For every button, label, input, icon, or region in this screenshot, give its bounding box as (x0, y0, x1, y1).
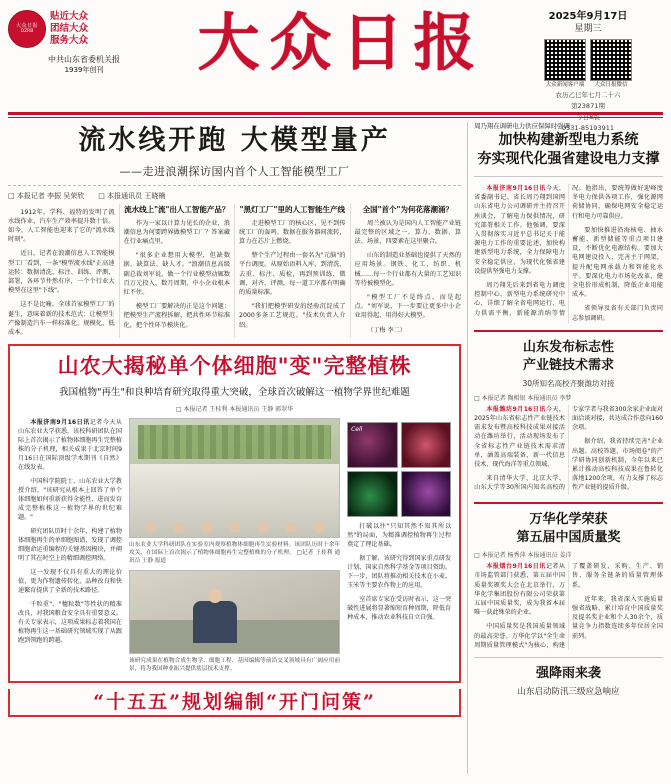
founded-year: 1939年创刊 (64, 66, 104, 74)
side-title-7: 强降雨来袭 (536, 666, 602, 681)
col1-p1: 1912年，学科、福特的发明了流水线作业，汽车生产效率提升数十倍。如今，人工智能也迎来了它的"流水线时刻"。 (8, 208, 115, 244)
lunar-date: 农历乙巳年七月二十六 (555, 91, 621, 99)
qr2-caption: 大众日报微信 (594, 82, 628, 88)
newspaper-logo-icon (8, 10, 46, 48)
photo-caption: 山东农业大学科研团队在实验室内观察植物体细胞再生实验材料。该团队历时十余年攻关，在国际上首次揭示了植物体细胞再生完整植株的分子机理。 □记者 王桂利 通讯员 王静 报道 (129, 541, 341, 564)
dateline: 本报济南9月16日讯 (486, 185, 546, 192)
side-article-1-body (474, 184, 663, 323)
slogan-3: 服务大众 (50, 35, 89, 46)
col3-p1: 走进模型工厂的核心区，见不到传统工厂的轰鸣。数据在服务器间流转，算力在芯片上燃烧。 (239, 219, 346, 245)
logo-line2: DZRB (20, 29, 34, 34)
side-title-6: 第五届中国质量奖 (516, 530, 621, 546)
col2-p2: "很多企业想用大模型，但缺数据、缺算法、缺人才。"浪潮信息高级副总裁刘军说，做一个行业模型动辄数百万元投入、数月周期，中小企业根本扛不住。 (123, 252, 231, 296)
feature-article (8, 344, 461, 683)
side-a1-p2: 周乃翔先后来到省电力调度控制中心、新型电力系统研究中心，详细了解全省电网运行、电力供需平衡、新能源消纳等情况。他指出，要统筹做好迎峰度冬电力保供各项工作，强化源网荷储协同，确保电网安全稳定运行和电力可靠供应。 (474, 185, 663, 317)
dateline-1: 本报济南9月16日讯 (30, 418, 90, 426)
logo-line1: 大众日报 (15, 23, 38, 29)
side-byline-1: □ 本报记者 陶相银 本报通讯员 李梦 (474, 394, 572, 402)
lead-body-columns (8, 204, 461, 338)
microscope-photo (129, 570, 340, 654)
feature-body (18, 418, 451, 673)
logo-row (8, 10, 160, 48)
side-kicker: 周乃翔在调研电力供应保障时强调 (474, 121, 570, 130)
side-a3-p2: 中国质量奖是我国质量领域的最高荣誉。万华化学以"全生命周期质量管理模式"为核心，构建了覆盖研发、采购、生产、销售、服务全链条的质量管理体系。 (474, 563, 663, 649)
col1-p3: 这不是比喻。全球首家模型工厂的诞生，意味着新的技术范式：让模型生产像制造汽车一样标准化、规模化、低成本。 (8, 301, 115, 336)
researchers-group (138, 473, 331, 531)
side-byline-2: □ 本报记者 杨秀萍 本报通讯员 姜洋 (474, 552, 572, 560)
side-a1-p1-text: 今天，省委副书记、省长周乃翔到国网山东省电力公司调研并主持召开座谈会，了解电力保供情况，研究部署相关工作。他强调，要深入贯彻落实习近平总书记关于能源电力工作的重要论述，加快构建新型电力系统，全力保障电力安全稳定供应，为现代化强省建设提供坚强电力支撑。 (474, 185, 566, 275)
dateline: 本报潍坊9月16日讯 (486, 405, 546, 413)
qr-row (513, 36, 663, 89)
feature-title: 山农大揭秘单个体细胞"变"完整植株 (57, 352, 412, 378)
side-a3-p1 (474, 562, 565, 617)
side-a2-p3: 据介绍，我省持续完善"企业出题、高校答题、市场阅卷"的产学研协同创新机制，今年以来已累计推动高校科技成果在鲁转化落地1200余项，有力支撑了标志性产业链的提质升级。 (572, 438, 663, 492)
feature-left-p4: 这一发现不仅具有重大的理论价值，更为作物遗传转化、品种改良和快速繁育提供了全新的技术路径。 (18, 568, 122, 594)
dateline: 本报烟台9月16日讯 (486, 563, 546, 571)
side-title-1: 加快构建新型电力系统 (498, 132, 639, 148)
feature-left-p1 (18, 418, 122, 472)
feature-byline: □ 本报记者 王桂利 本报通讯员 王静 郭翠华 (175, 405, 294, 413)
cell-micrograph (347, 471, 398, 517)
side-a3-p1-text: 记者从市场监管部门获悉，第五届中国质量奖颁奖大会在北京举行，万华化学集团股份有限公司荣获第五届中国质量奖，成为我省本届唯一获此殊荣的企业。 (474, 563, 566, 617)
feature-left-column (18, 418, 122, 673)
side-a1-p4: 省领导及省有关部门负责同志参加调研。 (572, 305, 663, 322)
col4-p2: 山东的制造业基础也提供了天然的应用场景。钢铁、化工、纺织、机械……每一个行业都有大量的工艺知识等待被模型化。 (354, 252, 462, 287)
divider-red (474, 502, 663, 504)
side-a2-p1-text: 今天，2025年山东省标志性产业链技术需求发布暨高校科技成果对接活动在潍坊举行，活动现场发布了全省标志性产业链技术需求清单，涵盖高端装备、新一代信息技术、现代海洋等重点领域。 (474, 405, 566, 469)
side-a3-p3: 近年来，我省深入实施质量强省战略，累计培育中国质量奖及提名奖企业和个人30余个，质量竞争力指数连续多年位居全国前列。 (572, 595, 663, 640)
divider (474, 176, 663, 177)
qr1-caption: 大众新闻客户端 (545, 82, 585, 88)
publish-date: 2025年9月17日 (548, 11, 628, 22)
col2-kicker: 流水线上"流"出人工智能产品？ (124, 204, 230, 214)
byline-left: □ 本报记者 李振 吴荣欣 (8, 191, 85, 200)
col2-p3: 模型工厂要解决的正是这个问题：把模型生产流程拆解，把共性环节标准化，把个性环节模块化。 (123, 303, 231, 329)
slogan-2: 团结大众 (50, 23, 89, 34)
side-a1-p1 (474, 184, 565, 276)
lab-team-photo (129, 418, 340, 538)
divider (474, 657, 663, 658)
qr-code-icon[interactable] (590, 39, 632, 81)
col3-kicker: "黑灯工厂"里的人工智能生产线 (239, 204, 345, 214)
side-title-2: 夯实现代化强省建设电力支撑 (477, 151, 660, 167)
bottom-banner-title: “十五五”规划编制“开门问策” (93, 690, 376, 713)
slogan-1: 贴近大众 (50, 11, 89, 22)
col3-p3: "我们把模型研发的经验沉淀成了2000多条工艺规范。"技术负责人介绍。 (239, 303, 346, 329)
divider-red (474, 330, 663, 332)
col1-p2: 近日，记者在浪潮信息人工智能模型工厂看到，一条"模型流水线"正高速运转：数据清洗、标注、训练、评测、部署，各环节井然有序，一个个行业大模型在这里"下线"。 (8, 250, 115, 295)
side-article-2-body (474, 405, 663, 495)
lead-byline (8, 191, 461, 201)
side-a1-p3: 要加快推进沿海核电、抽水蓄能、新型储能等重点项目建设，不断优化电源结构。要加大电网建设投入，完善主干网架，提升配电网承载力和智能化水平。要深化电力市场化改革，健全电价形成机制，降低企业用能成本。 (572, 226, 663, 299)
col4-p3: "模型工厂不是终点，而是起点。"刘军说，下一步要让更多中小企业用得起、用得好大模型。 (354, 293, 462, 320)
researcher-figure (193, 601, 237, 643)
byline-right: □ 本报通讯员 王晓楠 (98, 191, 166, 200)
feature-lower-right: 室首席专家在受访时表示，这一突破性进展将显著缩短育种周期，降低育种成本，推动农业科技自立自强。 (347, 595, 452, 621)
bottom-banner (8, 689, 461, 717)
feature-right-p2: 据了解，该研究得到国家重点研发计划、国家自然科学基金等项目资助。下一步，团队将推动相关技术在小麦、玉米等主要农作物上的应用。 (347, 554, 452, 589)
issue-number: 第23871期 (571, 102, 605, 110)
lead-subhead: ——走进浪潮探访国内首个人工智能模型工厂 (119, 164, 350, 178)
today-pages: 今日8版 (576, 113, 600, 121)
content-area (8, 122, 663, 774)
col4-p1: 周兰被认为是国内人工智能产业链最完整的区域之一。算力、数据、算法、场景，四要素在这里聚合。 (354, 219, 462, 245)
masthead-right (513, 6, 663, 133)
cell-micrograph (347, 422, 398, 468)
plant-shelf (138, 425, 331, 459)
slogans (50, 11, 88, 47)
side-title-5: 万华化学荣获 (529, 512, 608, 528)
hotline: 0531-85193911 (562, 124, 614, 132)
divider (8, 185, 461, 187)
cell-micrograph (401, 422, 452, 468)
main-column (8, 122, 461, 774)
feature-left-p2: 中国科学院院士、山东农业大学教授介绍，"该研究从根本上回答了单个体细胞如何重新获得全能性、进而发育成完整植株这一植物学界的世纪难题。" (18, 477, 122, 521)
side-title-4: 产业链技术需求 (523, 357, 615, 373)
side-title-3: 山东发布标志性 (523, 339, 615, 355)
lead-footer-credit: （丁梅 李二） (366, 326, 407, 334)
col2-p1: 作为一家以计算力见长的企业，浪潮信息为何要跨界做模型工厂？答案藏在行业痛点里。 (123, 219, 231, 245)
masthead-center (160, 6, 513, 80)
side-a2-p2: 来自清华大学、北京大学、山东大学等30所国内知名高校的专家学者与我省300余家企业面对面洽谈对接，共达成合作意向160余项。 (474, 405, 663, 492)
side-article-3-body (474, 562, 663, 650)
org-line: 中共山东省委机关报 (48, 55, 120, 64)
feature-right-p1: 打破以往"只知其然不知其所以然"的局面，为精准调控植物再生过程奠定了理论基础。 (347, 522, 452, 548)
feature-media (129, 418, 340, 673)
feature-left-p1-text: 记者今天从山东农业大学获悉，该校科研团队在国际上首次揭示了植物体细胞再生完整植株的分子机理，相关成果于北京时间9月16日在国际顶级学术期刊《自然》在线发表。 (18, 418, 122, 471)
feature-subtitle: 我国植物"再生"和良种培育研究取得重大突破，全球首次破解这一植物学界世纪难题 (59, 386, 410, 398)
weekday: 星期三 (574, 24, 602, 34)
feature-lower-left: 千粒重"、"穗粒数"等性状的精准改良，对我国粮食安全具有重要意义。有关专家表示，这项成果标志着我国在植物再生这一基础研究领域实现了从跟跑到领跑的跨越。 (18, 600, 122, 644)
side-a2-p1 (474, 405, 565, 469)
masthead-left (8, 6, 160, 75)
cell-image-grid (347, 422, 451, 517)
paper-nameplate: 大众日报 (197, 6, 486, 79)
feature-lower-mid: 该研究成果在植物合成生物学、细胞工程、基因编辑等前沿交叉领域具有广阔应用前景，将为我国种业振兴提供底层技术支撑。 (129, 657, 341, 672)
col3-p2: 整个生产过程由一套名为"元脑"的平台调度。从原始语料入库，到清洗、去重、标注、质检，再到预训练、微调、对齐、评测，每一道工序都有明确的质量标准。 (239, 252, 346, 296)
lead-headline: 流水线开跑 大模型量产 (78, 124, 391, 156)
feature-right-column (347, 418, 451, 673)
side-subtitle-2: 山东启动防汛三级应急响应 (517, 687, 620, 697)
cell-micrograph (401, 471, 452, 517)
feature-left-p3: 研究团队历时十余年，构建了植物体细胞再生的单细胞图谱，发现了调控细胞命运重编程的关键基因模块，并阐明了其在时空上的精细调控网络。 (18, 527, 122, 562)
side-column (467, 122, 663, 774)
qr-code-icon[interactable] (544, 39, 586, 81)
cell-label: Cell (351, 425, 363, 433)
col4-kicker: 全国"首个"为何花落潮涌？ (362, 204, 453, 214)
side-subtitle-1: 30所知名高校齐聚潍坊对接 (522, 378, 615, 388)
